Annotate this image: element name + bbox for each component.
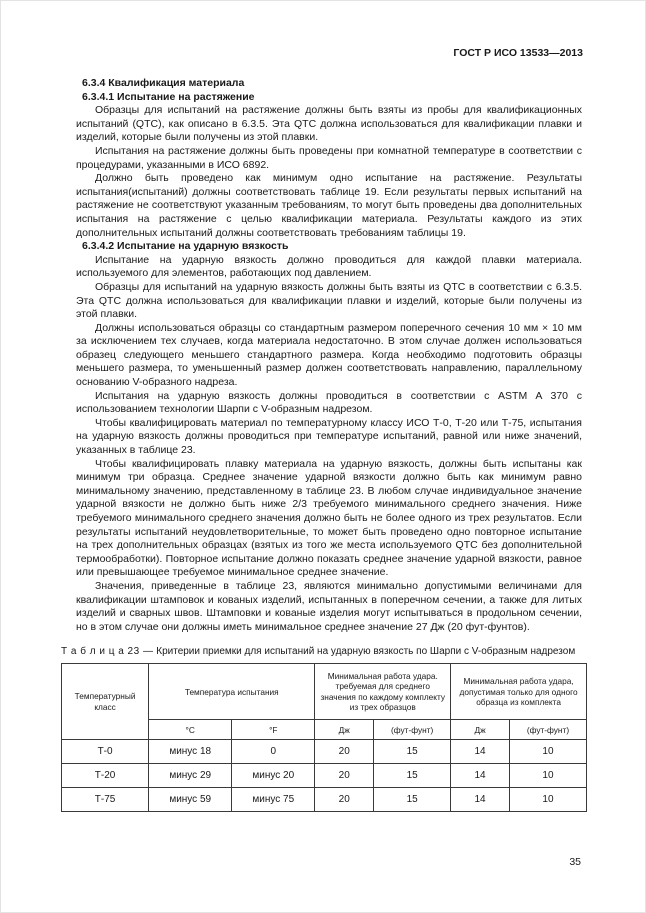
- cell-celsius: минус 29: [149, 764, 232, 788]
- cell-avg-joule: 20: [315, 740, 374, 764]
- table-row: [62, 788, 587, 812]
- cell-avg-joule: 20: [315, 788, 374, 812]
- paragraph: Значения, приведенные в таблице 23, являются минимально допустимыми величинами для квалификации штамповок и кованых изделий, испытанных в поперечном сечении, а также для литых изделий и сварных швов. Штамповки и кованые изделия могут испытываться в продольном сечении, но в этом случае они должны иметь минимальное среднее значение 27 Дж (20 фут-фунтов).: [76, 579, 582, 633]
- table-row: [62, 740, 587, 764]
- paragraph: Чтобы квалифицировать материал по температурному классу ИСО Т-0, Т-20 или Т-75, испытания на ударную вязкость должны проводиться при температуре испытаний, равной или ниже значений, указанных в таблице 23.: [76, 416, 582, 457]
- cell-avg-ftlb: 15: [374, 788, 451, 812]
- cell-celsius: минус 18: [149, 740, 232, 764]
- cell-single-joule: 14: [451, 740, 510, 764]
- cell-avg-ftlb: 15: [374, 740, 451, 764]
- section-heading: 6.3.4.2 Испытание на ударную вязкость: [82, 240, 289, 253]
- cell-celsius: минус 59: [149, 788, 232, 812]
- paragraph: Испытание на ударную вязкость должно проводиться для каждой плавки материала. используемого для элементов, работающих под давлением.: [76, 253, 582, 280]
- cell-single-ftlb: 10: [509, 764, 586, 788]
- cell-single-ftlb: 10: [509, 740, 586, 764]
- acceptance-criteria-table: [61, 663, 587, 812]
- col-subheader-joule: Дж: [315, 720, 374, 740]
- cell-temp-class: Т-20: [62, 764, 149, 788]
- document-standard-number: ГОСТ Р ИСО 13533—2013: [453, 47, 583, 59]
- cell-fahrenheit: минус 20: [232, 764, 315, 788]
- paragraph: Образцы для испытаний на ударную вязкость должны быть взяты из QTC в соответствии с 6.3.5. Эта QTC должна использоваться для квалификации плавки и изделий, которые были получены из этой плавки.: [76, 280, 582, 321]
- col-subheader-celsius: °С: [149, 720, 232, 740]
- cell-single-joule: 14: [451, 788, 510, 812]
- document-body: [76, 77, 582, 634]
- table-row: [62, 764, 587, 788]
- section-heading: 6.3.4 Квалификация материала: [82, 77, 245, 89]
- cell-avg-joule: 20: [315, 764, 374, 788]
- table-caption-text: Критерии приемки для испытаний на ударную вязкость по Шарпи с V-образным надрезом: [153, 646, 576, 658]
- col-header-temp-class: Температурный класс: [62, 664, 149, 740]
- col-subheader-joule: Дж: [451, 720, 510, 740]
- cell-fahrenheit: 0: [232, 740, 315, 764]
- col-group-temperature: Температура испытания: [149, 664, 315, 720]
- cell-single-ftlb: 10: [509, 788, 586, 812]
- table-caption-label: Т а б л и ц а 23 —: [61, 646, 154, 658]
- paragraph: Испытания на растяжение должны быть проведены при комнатной температуре в соответствии с процедурами, указанными в ИСО 6892.: [76, 144, 582, 171]
- cell-temp-class: Т-0: [62, 740, 149, 764]
- col-group-single-impact: Минимальная работа удара, допустимая только для одного образца из комплекта: [451, 664, 587, 720]
- document-content: [61, 77, 587, 812]
- col-subheader-fahrenheit: °F: [232, 720, 315, 740]
- section-heading: 6.3.4.1 Испытание на растяжение: [82, 90, 255, 103]
- cell-single-joule: 14: [451, 764, 510, 788]
- col-group-average-impact: Минимальная работа удара. требуемая для среднего значения по каждому комплекту из трех образцов: [315, 664, 451, 720]
- paragraph: Чтобы квалифицировать плавку материала на ударную вязкость, должны быть испытаны как минимум три образца. Среднее значение ударной вязкости должно быть как минимум равно минимальному значению, представленному в таблице 23. В любом случае индивидуальное значение ударной вязкости не должно быть ниже 2/3 требуемого минимального среднего значения. Ниже требуемого минимального среднего значения должно быть не более одного из трех результатов. Если результаты испытаний неудовлетворительные, то может быть проведено одно повторное испытание на трех дополнительных образцах (взятых из того же места используемого QTC без дополнительной термообработки). Повторное испытание должно показать среднее значение ударной вязкости, равное или превышающее требуемое минимальное среднее значение.: [76, 457, 582, 579]
- paragraph: Образцы для испытаний на растяжение должны быть взяты из пробы для квалификационных испытаний (QTC), как описано в 6.3.5. Эта QTC должна использоваться для квалификации плавки и изделий, которые были получены из этой плавки.: [76, 104, 582, 144]
- page-number: 35: [569, 856, 581, 868]
- table-caption: [61, 646, 587, 657]
- cell-fahrenheit: минус 75: [232, 788, 315, 812]
- col-subheader-ftlb: (фут-фунт): [374, 720, 451, 740]
- col-subheader-ftlb: (фут-фунт): [509, 720, 586, 740]
- paragraph: Должны использоваться образцы со стандартным размером поперечного сечения 10 мм × 10 мм за исключением тех случаев, когда материала недостаточно. В этом случае должен использоваться образец следующего меньшего стандартного размера. Когда необходимо подготовить образцы меньшего размера, то уменьшенный размер должен соответствовать направлению, параллельному основанию V-образного надреза.: [76, 321, 582, 389]
- paragraph: Должно быть проведено как минимум одно испытание на растяжение. Результаты испытания(испытаний) должны соответствовать таблице 19. Если результаты первых испытаний на растяжение не соответствуют указанным требованиям, то могут быть проведены два дополнительных испытания на растяжение с целью квалификации материала. Результаты каждого из этих дополнительных испытаний должны соответствовать требованиям таблицы 19.: [76, 172, 582, 239]
- paragraph: Испытания на ударную вязкость должны проводиться в соответствии с ASTM A 370 с использованием технологии Шарпи с V-образным надрезом.: [76, 389, 582, 416]
- cell-temp-class: Т-75: [62, 788, 149, 812]
- cell-avg-ftlb: 15: [374, 764, 451, 788]
